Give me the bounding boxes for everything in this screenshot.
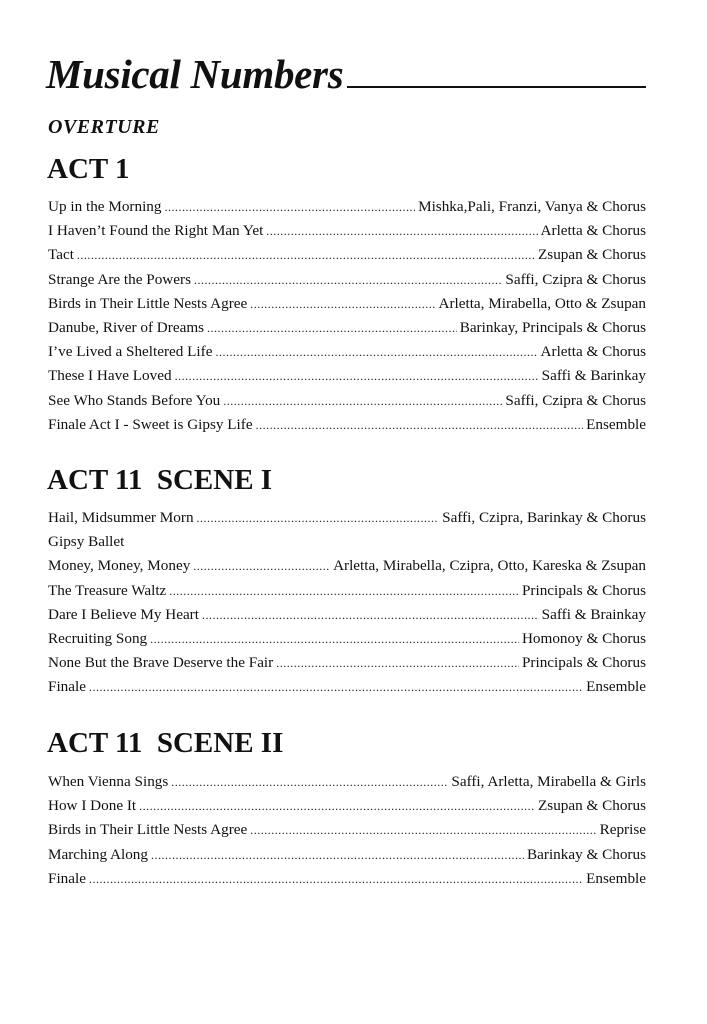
song-title: Marching Along	[48, 845, 148, 863]
section-heading-act-2-scene-2: ACT 11 SCENE II	[47, 727, 284, 759]
list-item	[48, 770, 646, 794]
song-title: Hail, Midsummer Morn	[48, 509, 194, 526]
list-item	[48, 579, 646, 603]
song-list-act-1	[48, 195, 646, 437]
performers: Principals & Chorus	[521, 654, 646, 672]
list-item	[48, 554, 646, 578]
title-row	[46, 50, 646, 98]
list-item	[48, 316, 646, 340]
list-item	[48, 506, 646, 530]
song-title: Up in the Morning	[48, 198, 162, 215]
song-title: Finale	[48, 678, 86, 696]
list-item	[48, 364, 646, 388]
performers: Saffi, Arletta, Mirabella & Girls	[451, 773, 646, 790]
list-item	[48, 603, 646, 627]
song-title: These I Have Loved	[48, 367, 172, 385]
section-heading-act-1: ACT 1	[47, 153, 130, 185]
song-title: How I Done It	[48, 797, 137, 815]
list-item	[48, 867, 646, 891]
list-item	[48, 413, 646, 437]
list-item	[48, 243, 646, 267]
performers: Arletta & Chorus	[540, 343, 646, 361]
dot-leader	[89, 867, 583, 891]
performers: Saffi, Czipra & Chorus	[505, 270, 646, 288]
dot-leader	[276, 651, 519, 675]
list-item	[48, 340, 646, 364]
song-title: The Treasure Waltz	[48, 581, 167, 599]
performers: Homonoy & Chorus	[521, 629, 646, 647]
song-title: Birds in Their Little Nests Agree	[48, 821, 248, 839]
dot-leader	[175, 364, 539, 388]
performers: Zsupan & Chorus	[538, 797, 646, 815]
list-item	[48, 794, 646, 818]
performers: Mishka,Pali, Franzi, Vanya & Chorus	[418, 198, 646, 215]
performers: Barinkay & Chorus	[527, 845, 646, 863]
title-rule	[347, 86, 646, 88]
performers: Ensemble	[586, 869, 646, 887]
section-heading-act-2-scene-1: ACT 11 SCENE I	[47, 464, 273, 496]
song-title: When Vienna Sings	[48, 773, 169, 790]
song-title: None But the Brave Deserve the Fair	[48, 654, 274, 672]
song-title: Money, Money, Money	[48, 557, 191, 575]
performers: Arletta & Chorus	[540, 222, 646, 240]
song-title: Dare I Believe My Heart	[48, 605, 199, 623]
list-item	[48, 530, 646, 554]
dot-leader	[193, 554, 330, 578]
list-item	[48, 219, 646, 243]
dot-leader	[194, 268, 502, 292]
dot-leader	[250, 292, 435, 316]
dot-leader	[164, 195, 415, 219]
song-title: I Haven’t Found the Right Man Yet	[48, 222, 264, 240]
page-title: Musical Numbers	[46, 51, 344, 97]
dot-leader	[89, 675, 583, 699]
performers: Saffi & Brainkay	[541, 605, 646, 623]
overture-label: OVERTURE	[48, 116, 160, 138]
list-item	[48, 843, 646, 867]
song-title: Finale	[48, 869, 86, 887]
performers: Ensemble	[586, 678, 646, 696]
performers: Saffi, Czipra & Chorus	[505, 391, 646, 409]
performers: Saffi, Czipra, Barinkay & Chorus	[442, 509, 646, 526]
song-title: Tact	[48, 246, 74, 264]
dot-leader	[77, 243, 535, 267]
dot-leader	[215, 340, 537, 364]
dot-leader	[266, 219, 537, 243]
song-title: See Who Stands Before You	[48, 391, 221, 409]
song-title: Gipsy Ballet	[48, 533, 125, 551]
dot-leader	[207, 316, 457, 340]
list-item	[48, 195, 646, 219]
dot-leader	[171, 770, 448, 794]
performers: Arletta, Mirabella, Otto & Zsupan	[438, 294, 646, 312]
performers: Principals & Chorus	[521, 581, 646, 599]
song-title: Recruiting Song	[48, 629, 148, 647]
song-title: Birds in Their Little Nests Agree	[48, 294, 248, 312]
dot-leader	[150, 627, 519, 651]
dot-leader	[250, 818, 596, 842]
dot-leader	[197, 506, 440, 530]
song-list-act-2-scene-1	[48, 506, 646, 700]
performers: Zsupan & Chorus	[538, 246, 646, 264]
performers: Arletta, Mirabella, Czipra, Otto, Kareska & Zsupan	[333, 557, 646, 575]
dot-leader	[139, 794, 535, 818]
performers: Ensemble	[586, 415, 646, 433]
song-list-act-2-scene-2	[48, 770, 646, 891]
list-item	[48, 627, 646, 651]
dot-leader	[223, 389, 502, 413]
performers: Barinkay, Principals & Chorus	[459, 318, 646, 336]
song-title: I’ve Lived a Sheltered Life	[48, 343, 213, 361]
dot-leader	[151, 843, 524, 867]
song-title: Strange Are the Powers	[48, 270, 191, 288]
list-item	[48, 389, 646, 413]
performers: Reprise	[599, 821, 646, 839]
list-item	[48, 675, 646, 699]
dot-leader	[169, 579, 519, 603]
list-item	[48, 818, 646, 842]
dot-leader	[202, 603, 539, 627]
list-item	[48, 268, 646, 292]
song-title: Danube, River of Dreams	[48, 318, 205, 336]
dot-leader	[256, 413, 584, 437]
song-title: Finale Act I - Sweet is Gipsy Life	[48, 415, 253, 433]
list-item	[48, 292, 646, 316]
performers: Saffi & Barinkay	[541, 367, 646, 385]
list-item	[48, 651, 646, 675]
